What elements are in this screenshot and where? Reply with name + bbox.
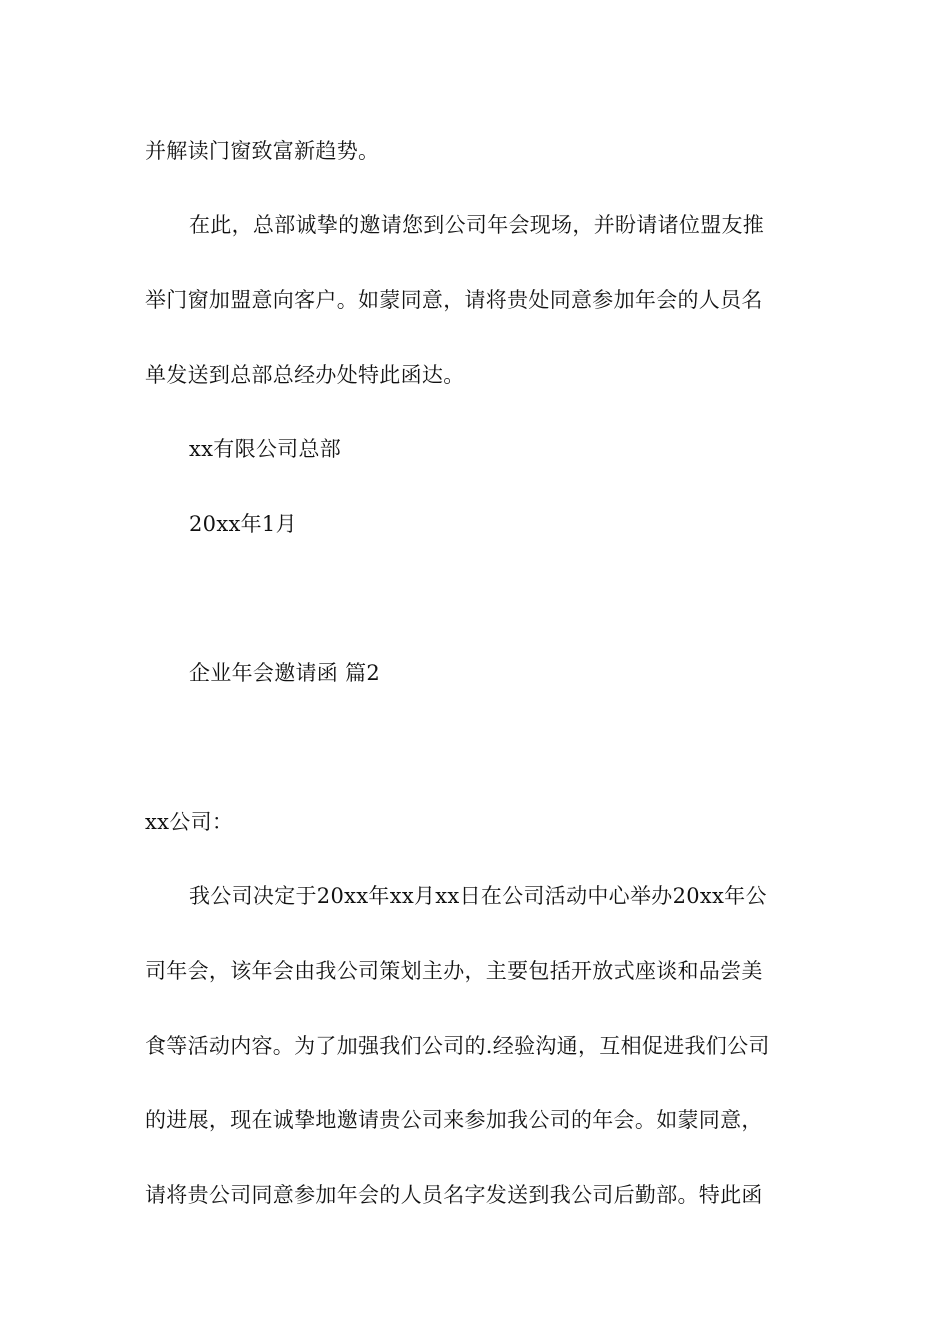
- paragraph-line: 请将贵公司同意参加年会的人员名字发送到我公司后勤部。特此函: [145, 1183, 763, 1207]
- salutation: xx公司：: [145, 810, 234, 834]
- paragraph-line: 食等活动内容。为了加强我们公司的.经验沟通，互相促进我们公司: [145, 1034, 770, 1058]
- signature-date: 20xx年1月: [189, 512, 297, 536]
- signature-company: xx有限公司总部: [189, 437, 342, 461]
- paragraph-line: 的进展，现在诚挚地邀请贵公司来参加我公司的年会。如蒙同意，: [145, 1108, 763, 1132]
- paragraph-line: 在此，总部诚挚的邀请您到公司年会现场，并盼请诸位盟友推: [189, 213, 765, 237]
- paragraph-line: 单发送到总部总经办处特此函达。: [145, 363, 465, 387]
- section-heading: 企业年会邀请函 篇2: [189, 661, 381, 685]
- paragraph-line: 司年会，该年会由我公司策划主办，主要包括开放式座谈和品尝美: [145, 959, 763, 983]
- paragraph-line: 举门窗加盟意向客户。如蒙同意，请将贵处同意参加年会的人员名: [145, 288, 763, 312]
- paragraph-line: 并解读门窗致富新趋势。: [145, 139, 380, 163]
- paragraph-line: 我公司决定于20xx年xx月xx日在公司活动中心举办20xx年公: [189, 884, 767, 908]
